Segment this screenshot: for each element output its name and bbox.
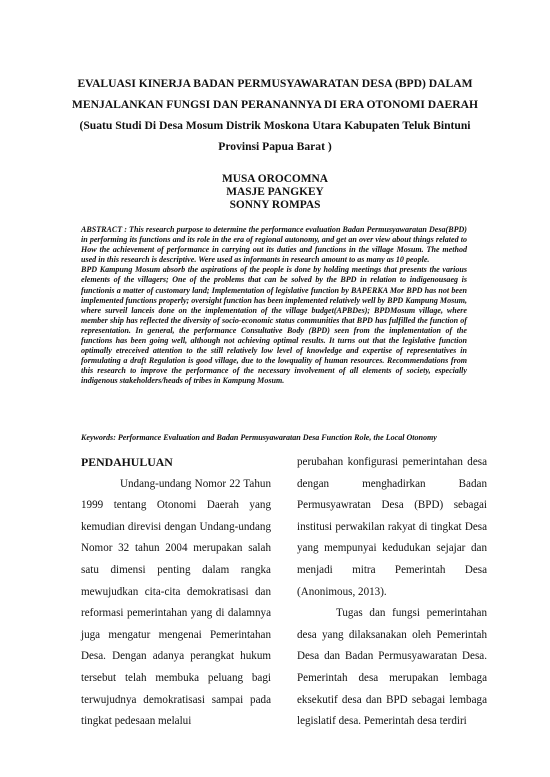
body-column-left <box>81 452 271 733</box>
paper-title-line-1: EVALUASI KINERJA BADAN PERMUSYAWARATAN DESA (BPD) DALAM <box>77 77 473 90</box>
body-paragraph: Undang-undang Nomor 22 Tahun 1999 tentang Otonomi Daerah yang kemudian direvisi dengan Undang-undang Nomor 32 tahun 2004 merupakan salah satu dimensi penting dalam rangka mewujudkan cita-cita demokratisasi dan reformasi pemerintahan yang di dalamnya juga mengatur mengenai Pemerintahan Desa. Dengan adanya perangkat hukum tersebut telah membuka peluang bagi terwujudnya demokratisasi sampai pada tingkat pedesaan melalui <box>81 477 271 728</box>
abstract-paragraph-1: ABSTRACT : This research purpose to determine the performance evaluation Badan Permusyawaratan Desa(BPD) in performing its functions and its role in the era of regional autonomy, and get an over view about things related to How the achievement of performance in carrying out its duties and functions in the village Mosum. The method used in this research is descriptive. Were used as informants in research amount to as many as 10 people. <box>81 225 467 265</box>
body-column-right <box>297 452 487 733</box>
section-heading: PENDAHULUAN <box>81 455 173 469</box>
paper-subtitle-line-1: (Suatu Studi Di Desa Mosum Distrik Moskona Utara Kabupaten Teluk Bintuni <box>79 119 471 132</box>
body-paragraph: Tugas dan fungsi pemerintahan desa yang dilaksanakan oleh Pemerintah Desa dan Badan Permusyawaratan Desa. Pemerintah desa merupakan lembaga eksekutif desa dan BPD sebagai lembaga legislatif desa. Pemerintah desa terdiri <box>297 607 487 728</box>
paper-subtitle-line-2: Provinsi Papua Barat ) <box>218 140 332 153</box>
abstract <box>81 225 467 387</box>
paper-title-line-2: MENJALANKAN FUNGSI DAN PERANANNYA DI ERA OTONOMI DAERAH <box>71 98 479 111</box>
keywords: Keywords: Performance Evaluation and Badan Permusyawaratan Desa Function Role, the Local Otonomy <box>81 433 437 442</box>
author-2: MASJE PANGKEY <box>226 186 324 198</box>
abstract-paragraph-2: BPD Kampung Mosum absorb the aspirations of the people is done by holding meetings that presents the various elements of the villagers; One of the problems that can be solved by the BPD in relation to indigenousaeg is functionis a matter of customary land; Implementation of legislative function by BAPERKA Mor BPD has not been implemented functions properly; oversight function has been implemented relatively well by BPD Kampung Mosum, where surveil lanceis done on the implementation of the village budget(APBDes); BPDMosum village, where member ship has reflected the diversity of socio-economic status communities that BPD has fulfilled the function of representation. In general, the performance Consultative Body (BPD) seen from the implementation of the functions has been going well, although not achieving optimal results. It turns out that the legislative function optimally etreceived attention to the still relatively low level of knowledge and expertise of representatives in formulating a draft Regulation is good village, due to the lowquality of human resources. Recommendations from this research to improve the performance of the necessary involvement of all elements of society, especially indigenous stakeholders/heads of tribes in Kampung Mosum. <box>81 265 467 386</box>
author-1: MUSA OROCOMNA <box>222 173 328 185</box>
author-3: SONNY ROMPAS <box>229 199 321 211</box>
body-paragraph: perubahan konfigurasi pemerintahan desa dengan menghadirkan Badan Permusyawratan Desa (BPD) sebagai institusi perwakilan rakyat di tingkat Desa yang mempunyai kedudukan sejajar dan menjadi mitra Pemerintah Desa (Anonimous, 2013). <box>297 456 487 598</box>
